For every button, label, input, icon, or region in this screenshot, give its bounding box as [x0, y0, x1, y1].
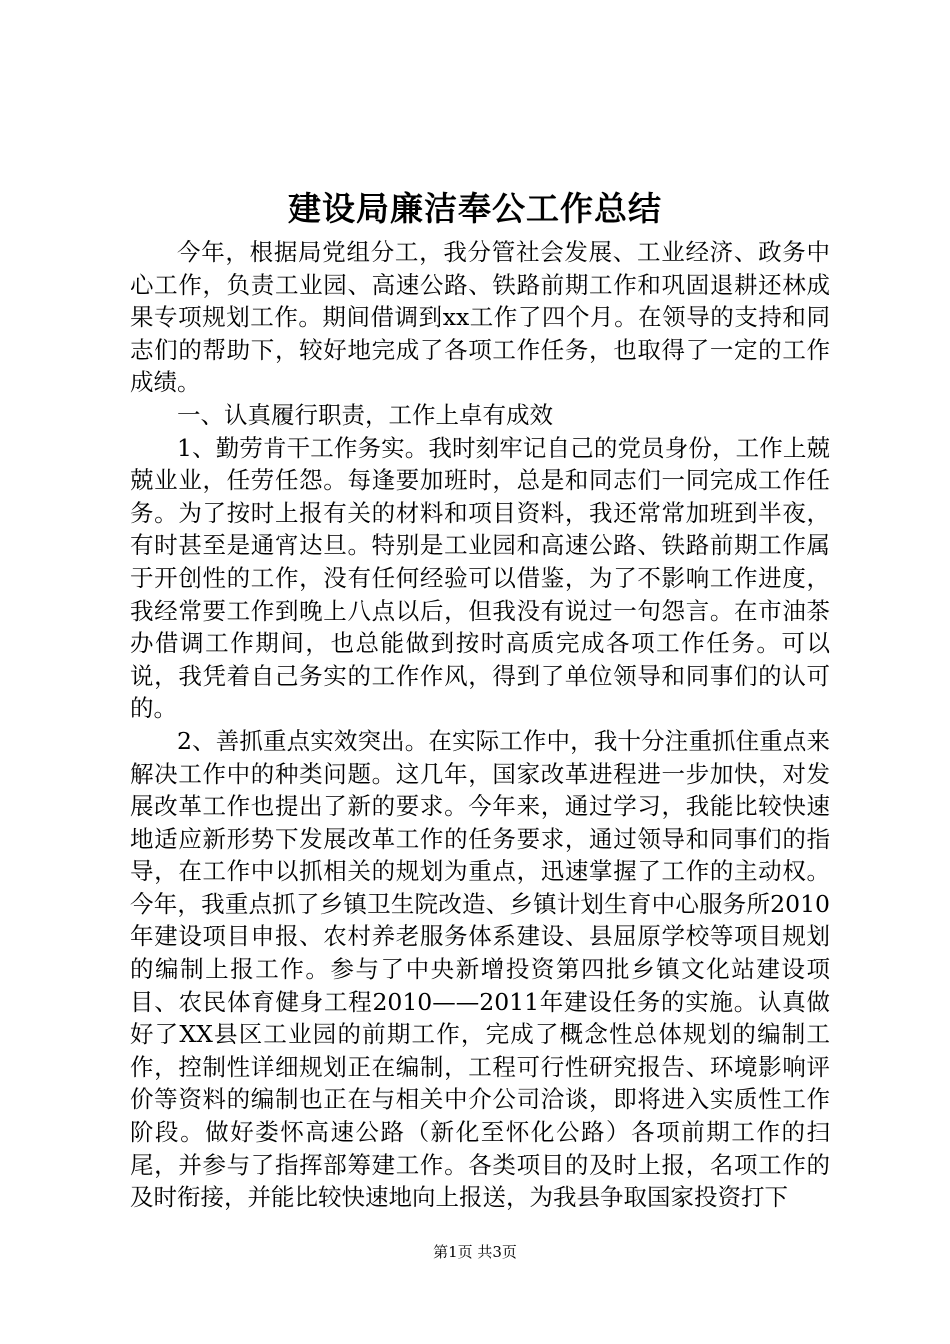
- document-body: [130, 236, 830, 1214]
- paragraph-intro: 今年，根据局党组分工，我分管社会发展、工业经济、政务中心工作，负责工业园、高速公路、铁路前期工作和巩固退耕还林成果专项规划工作。期间借调到xx工作了四个月。在领导的支持和同志们的帮助下，较好地完成了各项工作任务，也取得了一定的工作成绩。: [130, 238, 830, 397]
- section-heading: 一、认真履行职责，工作上卓有成效: [177, 400, 553, 429]
- paragraph-item-1: 1、勤劳肯干工作务实。我时刻牢记自己的党员身份，工作上兢兢业业，任劳任怨。每逢要加班时，总是和同志们一同完成工作任务。为了按时上报有关的材料和项目资料，我还常常加班到半夜，有时甚至是通宵达旦。特别是工业园和高速公路、铁路前期工作属于开创性的工作，没有任何经验可以借鉴，为了不影响工作进度，我经常要工作到晚上八点以后，但我没有说过一句怨言。在市油茶办借调工作期间，也总能做到按时高质完成各项工作任务。可以说，我凭着自己务实的工作作风，得到了单位领导和同事们的认可的。: [130, 433, 830, 723]
- paragraph-item-2: 2、善抓重点实效突出。在实际工作中，我十分注重抓住重点来解决工作中的种类问题。这几年，国家改革进程进一步加快，对发展改革工作也提出了新的要求。今年来，通过学习，我能比较快速地适应新形势下发展改革工作的任务要求，通过领导和同事们的指导，在工作中以抓相关的规划为重点，迅速掌握了工作的主动权。今年，我重点抓了乡镇卫生院改造、乡镇计划生育中心服务所2010年建设项目申报、农村养老服务体系建设、县屈原学校等项目规划的编制上报工作。参与了中央新增投资第四批乡镇文化站建设项目、农民体育健身工程2010——2011年建设任务的实施。认真做好了XX县区工业园的前期工作，完成了概念性总体规划的编制工作，控制性详细规划正在编制，工程可行性研究报告、环境影响评价等资料的编制也正在与相关中介公司洽谈，即将进入实质性工作阶段。做好娄怀高速公路（新化至怀化公路）各项前期工作的扫尾，并参与了指挥部筹建工作。各类项目的及时上报，名项工作的及时衔接，并能比较快速地向上报送，为我县争取国家投资打下: [130, 726, 830, 1212]
- page-number: 第1页 共3页: [433, 1243, 517, 1261]
- document-title: 建设局廉洁奉公工作总结: [288, 189, 662, 228]
